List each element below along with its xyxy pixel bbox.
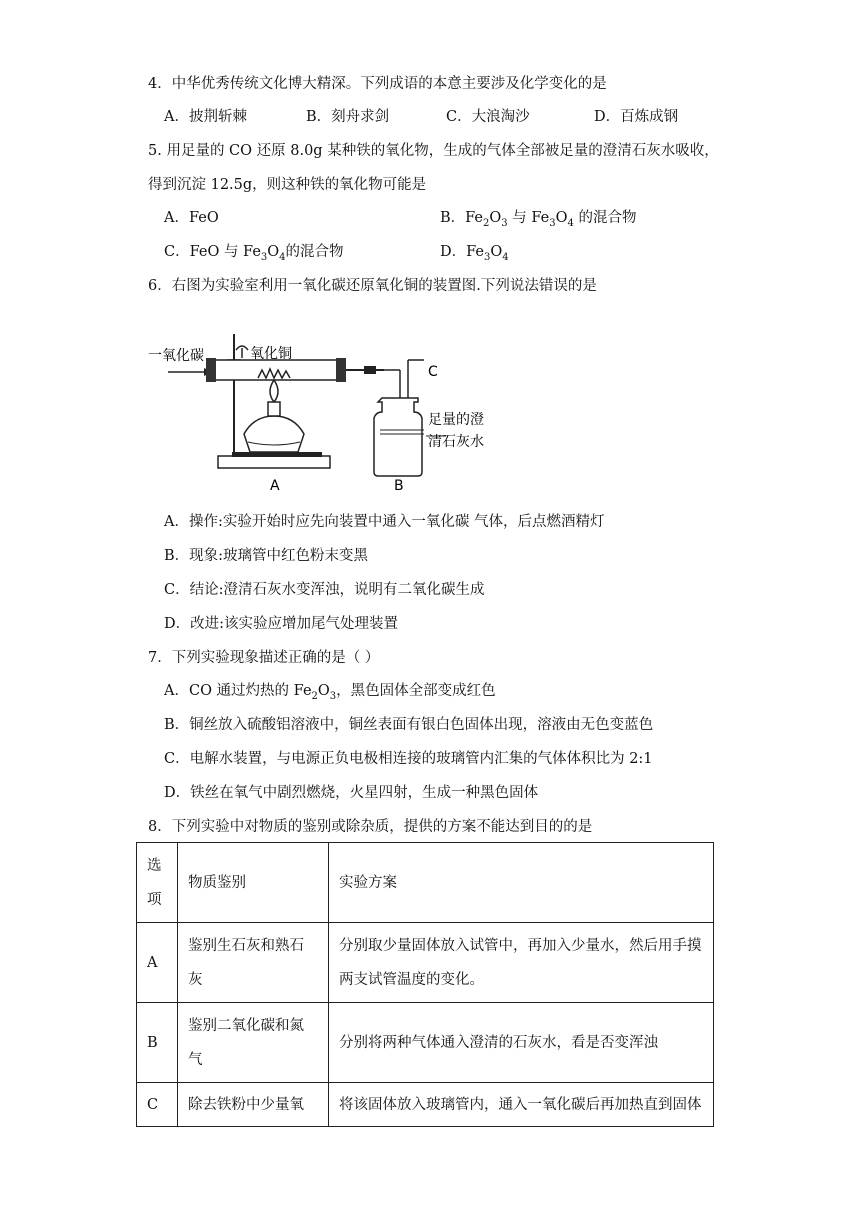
- q5-option-a: A．FeO: [164, 210, 219, 226]
- header-item: 物质鉴别: [178, 843, 329, 923]
- row-plan: 将该固体放入玻璃管内，通入一氧化碳后再加热直到固体: [329, 1083, 714, 1127]
- q7-option-a: A．CO 通过灼热的 $Fe_2O_3$，黑色固体全部变成红色: [164, 683, 496, 702]
- q4-option-c: C．大浪淘沙: [446, 109, 530, 125]
- q6-option-a: A．操作:实验开始时应先向装置中通入一氧化碳 气体，后点燃酒精灯: [164, 514, 605, 530]
- q5-stem-line1: 5. 用足量的 CO 还原 8.0g 某种铁的氧化物，生成的气体全部被足量的澄清石灰水吸收，: [148, 143, 719, 159]
- table-header-row: [137, 843, 714, 923]
- q7-option-c: C．电解水装置，与电源正负电极相连接的玻璃管内汇集的气体体积比为 2:1: [164, 751, 653, 767]
- apparatus-figure: [146, 334, 506, 499]
- q6-option-b: B．现象:玻璃管中红色粉末变黑: [164, 548, 369, 564]
- label-c: C: [428, 364, 438, 380]
- label-a: A: [270, 478, 280, 494]
- q4-option-b: B．刻舟求剑: [306, 109, 390, 125]
- stand-base: [218, 456, 330, 468]
- label-b: B: [394, 478, 404, 494]
- q8-stem: 8．下列实验中对物质的鉴别或除杂质，提供的方案不能达到目的的是: [148, 819, 593, 835]
- label-cuo: 氧化铜: [250, 346, 292, 362]
- row-option: B: [137, 1003, 178, 1083]
- label-limewater-1: 足量的澄: [428, 412, 484, 428]
- row-option: C: [137, 1083, 178, 1127]
- q8-table: [136, 842, 714, 1127]
- q6-stem: 6．右图为实验室利用一氧化碳还原氧化铜的装置图.下列说法错误的是: [148, 278, 597, 294]
- q5-option-c: C．FeO 与 $Fe_3O_4$的混合物: [164, 244, 344, 263]
- header-plan: 实验方案: [329, 843, 714, 923]
- glass-tube: [212, 360, 340, 380]
- label-co: 一氧化碳: [148, 348, 204, 364]
- header-option: 选 项: [137, 843, 178, 923]
- row-item: 鉴别生石灰和熟石 灰: [178, 923, 329, 1003]
- flask: [374, 398, 422, 476]
- q4-stem: 4．中华优秀传统文化博大精深。下列成语的本意主要涉及化学变化的是: [148, 76, 607, 92]
- q7-option-b: B．铜丝放入硫酸铝溶液中，铜丝表面有银白色固体出现，溶液由无色变蓝色: [164, 717, 654, 733]
- row-plan: 分别将两种气体通入澄清的石灰水，看是否变浑浊: [329, 1003, 714, 1083]
- q7-stem: 7．下列实验现象描述正确的是（ ）: [148, 650, 380, 666]
- q6-option-d: D．改进:该实验应增加尾气处理装置: [164, 616, 399, 632]
- stopper-right: [336, 358, 346, 382]
- alcohol-lamp: [244, 416, 304, 452]
- q5-stem-line2: 得到沉淀 12.5g，则这种铁的氧化物可能是: [148, 177, 427, 193]
- q4-option-a: A．披荆斩棘: [164, 109, 247, 125]
- table-row: [137, 923, 714, 1003]
- q7-option-d: D．铁丝在氧气中剧烈燃烧，火星四射，生成一种黑色固体: [164, 785, 539, 801]
- q6-option-c: C．结论:澄清石灰水变浑浊，说明有二氧化碳生成: [164, 582, 485, 598]
- q5-option-b: B．$Fe_2O_3$ 与 $Fe_3O_4$ 的混合物: [440, 210, 637, 229]
- flame: [270, 380, 278, 402]
- table-row: [137, 1003, 714, 1083]
- label-limewater-2: 清石灰水: [428, 434, 484, 450]
- row-item: 鉴别二氧化碳和氮 气: [178, 1003, 329, 1083]
- q4-option-d: D．百炼成钢: [594, 109, 679, 125]
- stopper-left: [206, 358, 216, 382]
- row-item: 除去铁粉中少量氧: [178, 1083, 329, 1127]
- row-plan: 分别取少量固体放入试管中，再加入少量水，然后用手摸 两支试管温度的变化。: [329, 923, 714, 1003]
- table-row: [137, 1083, 714, 1127]
- row-option: A: [137, 923, 178, 1003]
- q5-option-d: D．$Fe_3O_4$: [440, 244, 509, 263]
